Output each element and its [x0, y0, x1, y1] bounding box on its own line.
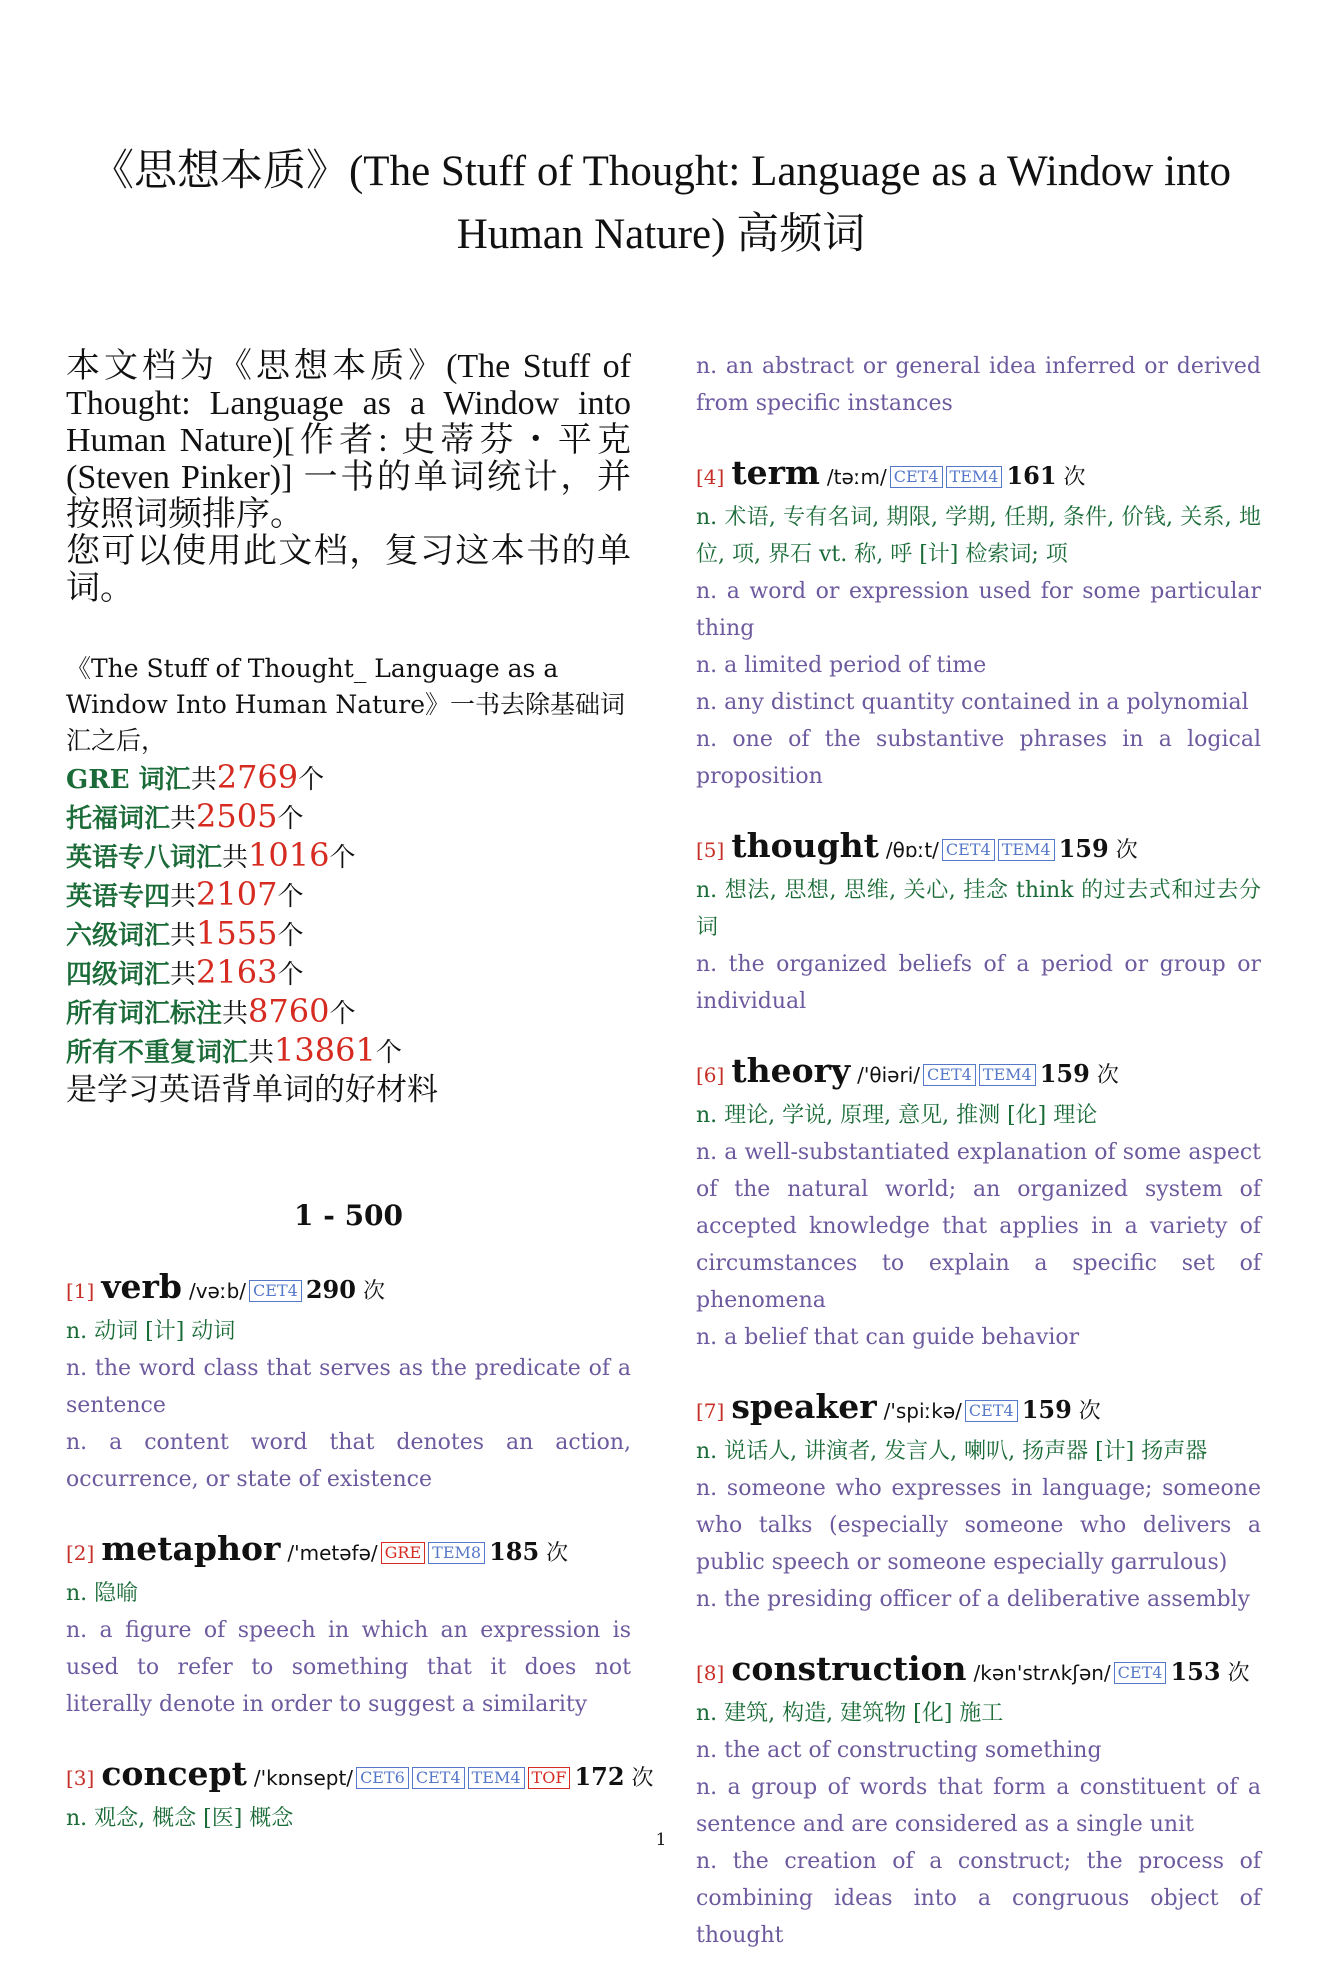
- definition-zh: n. 隐喻: [66, 1581, 139, 1606]
- word-entry: [696, 1050, 1261, 1356]
- definition-en: n. the presiding officer of a deliberative assembly: [696, 1587, 1251, 1612]
- exam-tag: CET4: [249, 1280, 302, 1302]
- pronunciation: /θɒːt/: [885, 838, 939, 862]
- pronunciation: /'θiəri/: [857, 1063, 921, 1087]
- stat-unit: 个: [277, 960, 304, 990]
- stat-label: 所有词汇标注: [66, 999, 223, 1029]
- entry-index: [1]: [66, 1279, 95, 1303]
- definition-en: n. an abstract or general idea inferred or derived from specific instances: [696, 354, 1261, 416]
- stat-connector: 共: [170, 882, 197, 912]
- definition-en: n. a content word that denotes an action, occurrence, or state of existence: [66, 1430, 631, 1492]
- pronunciation: /kən'strʌkʃən/: [973, 1661, 1111, 1685]
- stat-value: 8760: [248, 992, 330, 1030]
- intro-block: [66, 348, 631, 607]
- headword: construction: [731, 1649, 967, 1688]
- stat-label: GRE 词汇: [66, 765, 191, 795]
- entry-head: [696, 452, 1261, 499]
- frequency-unit: 次: [546, 1541, 569, 1566]
- continued-entry: [696, 348, 1261, 422]
- headword: thought: [731, 826, 879, 865]
- frequency: 153: [1170, 1657, 1221, 1686]
- exam-tag: TEM4: [979, 1064, 1036, 1086]
- frequency-unit: 次: [1096, 1063, 1119, 1088]
- stat-connector: 共: [222, 843, 249, 873]
- intro-paragraph-1: 本文档为《思想本质》(The Stuff of Thought: Language as a Window into Human Nature)[作者: 史蒂芬・平克 (Steven Pinker)] 一书的单词统计，并按照词频排序。: [66, 348, 631, 533]
- stat-connector: 共: [222, 999, 249, 1029]
- definition-en: n. any distinct quantity contained in a polynomial: [696, 690, 1249, 715]
- stat-value: 2163: [196, 953, 278, 991]
- entry-head: [696, 1648, 1261, 1695]
- stat-label: 四级词汇: [66, 960, 171, 990]
- stat-unit: 个: [277, 921, 304, 951]
- intro-paragraph-2: 您可以使用此文档，复习这本书的单词。: [66, 533, 631, 607]
- definition-en: n. the act of constructing something: [696, 1738, 1102, 1763]
- stat-unit: 个: [277, 882, 304, 912]
- frequency-unit: 次: [1063, 465, 1086, 490]
- pronunciation: /vəːb/: [188, 1279, 247, 1303]
- entry-index: [3]: [66, 1766, 95, 1790]
- word-entry: [696, 825, 1261, 1020]
- definition-zh: n. 动词 [计] 动词: [66, 1319, 236, 1344]
- stat-connector: 共: [170, 960, 197, 990]
- frequency: 185: [489, 1537, 540, 1566]
- stat-label: 六级词汇: [66, 921, 171, 951]
- entry-head: [696, 825, 1261, 872]
- exam-tag: CET4: [1114, 1662, 1167, 1684]
- exam-tag: TEM4: [998, 839, 1055, 861]
- entry-index: [7]: [696, 1399, 725, 1423]
- definition-en: n. someone who expresses in language; someone who talks (especially someone who delivers a public speech or someone especially garrulous): [696, 1476, 1261, 1575]
- definition-en: n. the word class that serves as the predicate of a sentence: [66, 1356, 631, 1418]
- frequency: 161: [1006, 461, 1057, 490]
- definition-zh: n. 建筑, 构造, 建筑物 [化] 施工: [696, 1701, 1004, 1726]
- entry-head: [696, 1050, 1261, 1097]
- exam-tag: TOF: [528, 1767, 571, 1789]
- frequency: 290: [305, 1275, 356, 1304]
- definition-en: n. a belief that can guide behavior: [696, 1325, 1080, 1350]
- entries-left: [66, 1266, 654, 1837]
- range-heading: 1 - 500: [293, 1199, 404, 1232]
- definition-en: n. the creation of a construct; the process of combining ideas into a congruous object of thought: [696, 1849, 1261, 1948]
- document-title: [70, 140, 1252, 266]
- entry-head: [696, 1386, 1261, 1433]
- headword: term: [731, 453, 820, 492]
- exam-tag: GRE: [381, 1542, 426, 1564]
- stat-row: [66, 876, 631, 915]
- stat-connector: 共: [248, 1038, 275, 1068]
- word-entry: [696, 1648, 1261, 1954]
- stat-row: [66, 915, 631, 954]
- exam-tag: CET4: [942, 839, 995, 861]
- entries-right: [696, 452, 1261, 1954]
- stats-block: [66, 651, 631, 1109]
- stat-value: 1555: [196, 914, 278, 952]
- stat-row: [66, 837, 631, 876]
- definition-zh: n. 理论, 学说, 原理, 意见, 推测 [化] 理论: [696, 1103, 1098, 1128]
- stat-value: 1016: [248, 836, 330, 874]
- definition-zh: n. 说话人, 讲演者, 发言人, 喇叭, 扬声器 [计] 扬声器: [696, 1439, 1208, 1464]
- stat-value: 2769: [216, 758, 299, 796]
- entry-index: [4]: [696, 465, 725, 489]
- frequency: 159: [1039, 1059, 1090, 1088]
- word-entry: [696, 452, 1261, 795]
- page-number: 1: [655, 1830, 667, 1850]
- headword: theory: [731, 1051, 851, 1090]
- stats-closing: 是学习英语背单词的好材料: [66, 1072, 438, 1108]
- stat-connector: 共: [170, 921, 197, 951]
- frequency-unit: 次: [1078, 1399, 1101, 1424]
- left-column: [66, 348, 654, 1867]
- pronunciation: /'spiːkə/: [883, 1399, 962, 1423]
- exam-tag: TEM8: [428, 1542, 485, 1564]
- stat-value: 2107: [196, 875, 278, 913]
- stat-row: [66, 759, 631, 798]
- exam-tag: CET6: [356, 1767, 409, 1789]
- stat-row: [66, 954, 631, 993]
- pronunciation: /təːm/: [826, 465, 887, 489]
- entry-index: [8]: [696, 1661, 725, 1685]
- stats-list: [66, 759, 631, 1071]
- entry-head: [66, 1528, 631, 1575]
- definition-en: n. the organized beliefs of a period or group or individual: [696, 952, 1261, 1014]
- stat-unit: 个: [298, 765, 325, 795]
- word-entry: [696, 1386, 1261, 1618]
- entry-head: [66, 1266, 631, 1313]
- right-column: [696, 348, 1261, 1984]
- definition-zh: n. 观念, 概念 [医] 概念: [66, 1806, 294, 1831]
- stat-row: [66, 993, 631, 1032]
- definition-en: n. a group of words that form a constituent of a sentence and are considered as a single unit: [696, 1775, 1261, 1837]
- definition-en: n. one of the substantive phrases in a logical proposition: [696, 727, 1261, 789]
- definition-en: n. a word or expression used for some particular thing: [696, 579, 1261, 641]
- headword: metaphor: [101, 1529, 281, 1568]
- headword: verb: [101, 1267, 182, 1306]
- stat-value: 2505: [196, 797, 278, 835]
- stat-connector: 共: [170, 804, 197, 834]
- stat-label: 所有不重复词汇: [66, 1038, 249, 1068]
- exam-tag: TEM4: [946, 466, 1003, 488]
- entry-index: [6]: [696, 1063, 725, 1087]
- exam-tag: CET4: [965, 1400, 1018, 1422]
- stat-label: 英语专八词汇: [66, 843, 223, 873]
- frequency-unit: 次: [631, 1766, 654, 1791]
- stat-row: [66, 1032, 631, 1071]
- definition-en: n. a figure of speech in which an expression is used to refer to something that it does not literally denote in order to suggest a similarity: [66, 1618, 631, 1717]
- stats-heading: 《The Stuff of Thought_ Language as a Window Into Human Nature》一书去除基础词汇之后，: [66, 654, 626, 755]
- frequency-unit: 次: [1227, 1661, 1250, 1686]
- exam-tag: CET4: [412, 1767, 465, 1789]
- frequency: 172: [574, 1762, 625, 1791]
- exam-tag: TEM4: [468, 1767, 525, 1789]
- stat-unit: 个: [329, 843, 356, 873]
- headword: speaker: [731, 1387, 877, 1426]
- stat-unit: 个: [329, 999, 356, 1029]
- definition-zh: n. 想法, 思想, 思维, 关心, 挂念 think 的过去式和过去分词: [696, 878, 1261, 940]
- definition-en: n. a limited period of time: [696, 653, 987, 678]
- stat-unit: 个: [375, 1038, 402, 1068]
- title-line-2: Human Nature) 高频词: [456, 211, 866, 258]
- frequency: 159: [1058, 834, 1109, 863]
- word-entry: [66, 1528, 631, 1723]
- stat-connector: 共: [190, 765, 217, 795]
- frequency-unit: 次: [362, 1279, 385, 1304]
- stat-value: 13861: [274, 1031, 376, 1069]
- stat-row: [66, 798, 631, 837]
- exam-tag: CET4: [923, 1064, 976, 1086]
- word-entry: [66, 1266, 631, 1498]
- definition-en: n. a well-substantiated explanation of some aspect of the natural world; an organized system of accepted knowledge that applies in a variety of circumstances to explain a specific set of phenomena: [696, 1140, 1261, 1313]
- entry-head: [66, 1753, 654, 1800]
- title-line-1: 《思想本质》(The Stuff of Thought: Language as a Window into: [90, 148, 1231, 195]
- pronunciation: /'metəfə/: [287, 1541, 378, 1565]
- entry-index: [5]: [696, 838, 725, 862]
- frequency: 159: [1021, 1395, 1072, 1424]
- entry-index: [2]: [66, 1541, 95, 1565]
- definition-zh: n. 术语, 专有名词, 期限, 学期, 任期, 条件, 价钱, 关系, 地位, 项, 界石 vt. 称, 呼 [计] 检索词; 项: [696, 505, 1261, 567]
- stat-label: 英语专四: [66, 882, 171, 912]
- pronunciation: /'kɒnsept/: [253, 1766, 354, 1790]
- headword: concept: [101, 1754, 247, 1793]
- stat-label: 托福词汇: [66, 804, 171, 834]
- word-entry: [66, 1753, 654, 1837]
- frequency-unit: 次: [1115, 838, 1138, 863]
- stat-unit: 个: [277, 804, 304, 834]
- exam-tag: CET4: [890, 466, 943, 488]
